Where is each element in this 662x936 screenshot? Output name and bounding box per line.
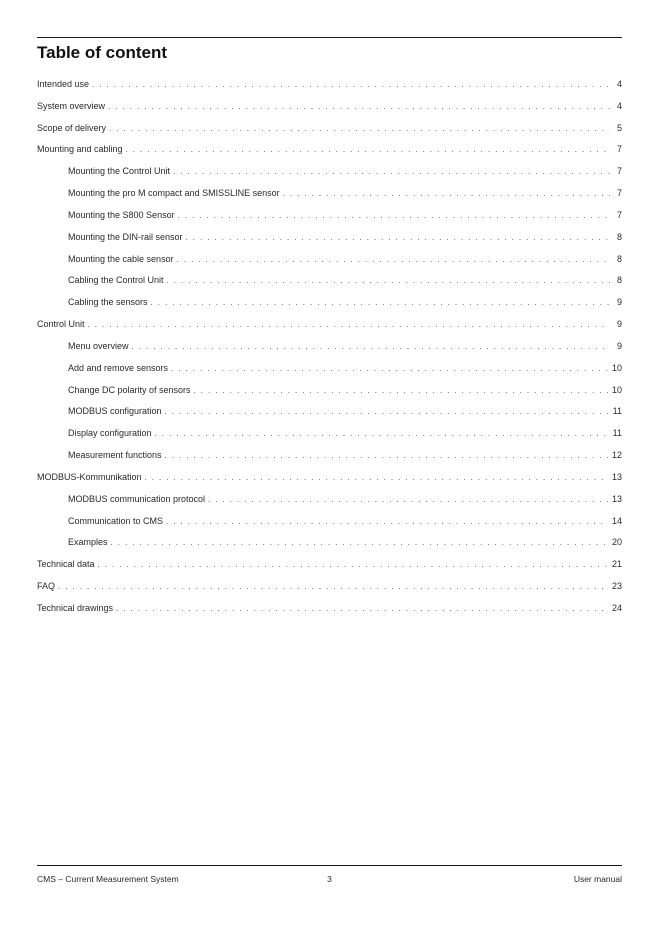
toc-entry-label: Add and remove sensors bbox=[68, 362, 169, 373]
toc-entry[interactable] bbox=[37, 532, 622, 554]
toc-entry-page: 24 bbox=[611, 602, 622, 613]
toc-entry[interactable] bbox=[37, 161, 622, 183]
toc-entry-label: Scope of delivery bbox=[37, 122, 107, 133]
toc-dot-leader bbox=[194, 380, 608, 402]
toc-entry[interactable] bbox=[37, 511, 622, 533]
toc-entry-label: Technical drawings bbox=[37, 602, 114, 613]
toc-entry-label: Intended use bbox=[37, 79, 90, 89]
toc-dot-leader bbox=[177, 249, 610, 271]
toc-entry-label: MODBUS communication protocol bbox=[68, 493, 206, 504]
table-of-contents bbox=[37, 74, 622, 620]
toc-entry[interactable] bbox=[37, 139, 622, 161]
toc-entry-label: System overview bbox=[37, 100, 106, 111]
toc-entry-page: 13 bbox=[611, 471, 622, 482]
footer-rule bbox=[37, 865, 622, 866]
header-rule bbox=[37, 37, 622, 38]
footer-page-number: 3 bbox=[327, 874, 332, 884]
toc-dot-leader bbox=[116, 598, 608, 620]
toc-entry-label: Mounting the S800 Sensor bbox=[68, 209, 175, 220]
toc-entry-page: 5 bbox=[616, 122, 622, 133]
toc-entry-label: Mounting the cable sensor bbox=[68, 253, 174, 264]
toc-entry-label: MODBUS configuration bbox=[68, 406, 162, 417]
toc-dot-leader bbox=[155, 423, 609, 445]
toc-entry[interactable] bbox=[37, 445, 622, 467]
toc-entry-label: MODBUS-Kommunikation bbox=[37, 471, 142, 482]
toc-entry-page: 9 bbox=[616, 297, 622, 308]
toc-entry-page: 14 bbox=[611, 515, 622, 526]
toc-entry-page: 4 bbox=[616, 79, 622, 89]
toc-dot-leader bbox=[111, 532, 608, 554]
toc-entry-page: 11 bbox=[612, 406, 622, 417]
toc-entry-page: 8 bbox=[616, 253, 622, 264]
toc-dot-leader bbox=[58, 576, 608, 598]
toc-entry[interactable] bbox=[37, 118, 622, 140]
toc-entry-page: 8 bbox=[616, 275, 622, 286]
toc-entry-page: 13 bbox=[611, 493, 622, 504]
toc-entry[interactable] bbox=[37, 227, 622, 249]
toc-entry[interactable] bbox=[37, 270, 622, 292]
toc-entry[interactable] bbox=[37, 205, 622, 227]
toc-dot-leader bbox=[165, 401, 609, 423]
toc-dot-leader bbox=[92, 74, 610, 96]
toc-entry-page: 12 bbox=[611, 450, 622, 461]
toc-dot-leader bbox=[167, 270, 610, 292]
toc-dot-leader bbox=[165, 445, 608, 467]
toc-entry-label: Control Unit bbox=[37, 319, 85, 330]
toc-dot-leader bbox=[132, 336, 610, 358]
toc-entry-label: Change DC polarity of sensors bbox=[68, 384, 191, 395]
toc-entry-label: Menu overview bbox=[68, 340, 129, 351]
toc-entry[interactable] bbox=[37, 401, 622, 423]
toc-entry-page: 10 bbox=[611, 384, 622, 395]
toc-entry-page: 4 bbox=[616, 100, 622, 111]
toc-entry[interactable] bbox=[37, 74, 622, 96]
toc-entry-label: Mounting the DIN-rail sensor bbox=[68, 231, 183, 242]
toc-entry[interactable] bbox=[37, 467, 622, 489]
toc-dot-leader bbox=[109, 118, 610, 140]
toc-entry-label: Cabling the sensors bbox=[68, 297, 148, 308]
toc-entry[interactable] bbox=[37, 249, 622, 271]
toc-entry[interactable] bbox=[37, 292, 622, 314]
toc-entry-label: Examples bbox=[68, 537, 108, 548]
toc-entry[interactable] bbox=[37, 380, 622, 402]
toc-dot-leader bbox=[166, 511, 608, 533]
page-footer bbox=[37, 872, 622, 886]
toc-entry-page: 9 bbox=[616, 319, 622, 330]
toc-entry-page: 7 bbox=[616, 209, 622, 220]
toc-entry-page: 10 bbox=[611, 362, 622, 373]
toc-entry-label: Mounting the Control Unit bbox=[68, 166, 171, 177]
toc-entry-page: 7 bbox=[616, 144, 622, 155]
footer-document-type: User manual bbox=[573, 874, 622, 884]
toc-dot-leader bbox=[98, 554, 608, 576]
toc-entry[interactable] bbox=[37, 554, 622, 576]
toc-entry-page: 9 bbox=[616, 340, 622, 351]
toc-entry[interactable] bbox=[37, 336, 622, 358]
toc-entry-label: Communication to CMS bbox=[68, 515, 164, 526]
toc-entry[interactable] bbox=[37, 576, 622, 598]
toc-dot-leader bbox=[151, 292, 610, 314]
toc-dot-leader bbox=[126, 139, 610, 161]
toc-entry[interactable] bbox=[37, 96, 622, 118]
toc-dot-leader bbox=[88, 314, 610, 336]
toc-entry-label: Mounting and cabling bbox=[37, 144, 123, 155]
toc-entry-label: Cabling the Control Unit bbox=[68, 275, 164, 286]
toc-entry[interactable] bbox=[37, 183, 622, 205]
toc-entry-page: 8 bbox=[616, 231, 622, 242]
toc-dot-leader bbox=[283, 183, 610, 205]
toc-dot-leader bbox=[208, 489, 608, 511]
toc-entry-label: Technical data bbox=[37, 559, 95, 570]
toc-entry-label: FAQ bbox=[37, 581, 56, 592]
toc-dot-leader bbox=[145, 467, 608, 489]
toc-dot-leader bbox=[173, 161, 610, 183]
toc-entry[interactable] bbox=[37, 423, 622, 445]
toc-entry-page: 11 bbox=[612, 428, 622, 439]
toc-entry-page: 7 bbox=[616, 188, 622, 199]
toc-entry[interactable] bbox=[37, 314, 622, 336]
toc-dot-leader bbox=[186, 227, 610, 249]
toc-entry[interactable] bbox=[37, 358, 622, 380]
footer-document-title: CMS – Current Measurement System bbox=[37, 874, 179, 884]
page-title: Table of content bbox=[37, 43, 168, 62]
toc-dot-leader bbox=[178, 205, 610, 227]
toc-entry[interactable] bbox=[37, 598, 622, 620]
toc-dot-leader bbox=[108, 96, 610, 118]
toc-entry-page: 21 bbox=[611, 559, 622, 570]
toc-entry-page: 20 bbox=[611, 537, 622, 548]
toc-entry-label: Mounting the pro M compact and SMISSLINE sensor bbox=[68, 188, 280, 199]
toc-entry-page: 23 bbox=[611, 581, 622, 592]
toc-entry[interactable] bbox=[37, 489, 622, 511]
toc-entry-label: Display configuration bbox=[68, 428, 152, 439]
toc-entry-label: Measurement functions bbox=[68, 450, 162, 461]
toc-dot-leader bbox=[171, 358, 608, 380]
toc-entry-page: 7 bbox=[616, 166, 622, 177]
